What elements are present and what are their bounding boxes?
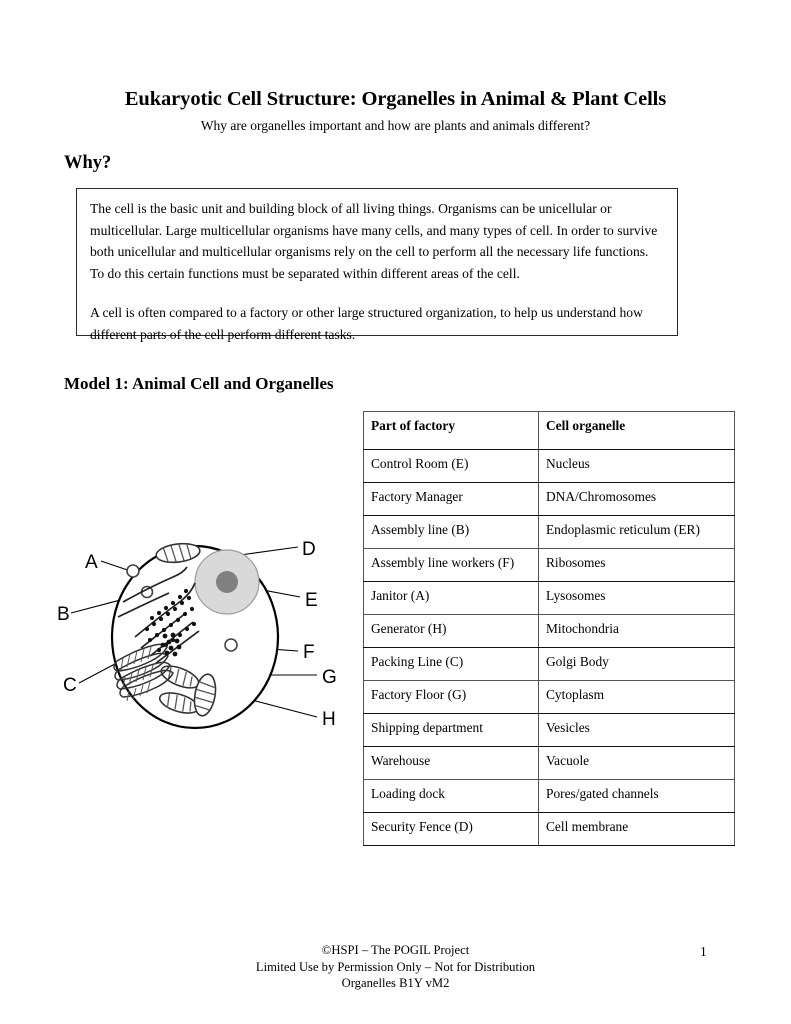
table-row <box>364 582 735 615</box>
leader-line-d <box>240 547 298 555</box>
page-number: 1 <box>700 944 707 959</box>
table-cell-organelle: Endoplasmic reticulum (ER) <box>539 516 735 549</box>
table-row <box>364 549 735 582</box>
diagram-label-a: A <box>85 552 98 573</box>
table-cell-organelle: Cytoplasm <box>539 681 735 714</box>
footer-line-3: Organelles B1Y vM2 <box>341 976 450 990</box>
table-cell-part: Assembly line workers (F) <box>364 549 539 582</box>
table-cell-organelle: Vesicles <box>539 714 735 747</box>
table-row <box>364 747 735 780</box>
table-row <box>364 681 735 714</box>
table-row <box>364 516 735 549</box>
model-1-heading: Model 1: Animal Cell and Organelles <box>64 374 334 393</box>
page-subtitle: Why are organelles important and how are plants and animals different? <box>200 118 591 133</box>
table-row <box>364 648 735 681</box>
table-cell-part: Janitor (A) <box>364 582 539 615</box>
table-row <box>364 615 735 648</box>
table-cell-part: Shipping department <box>364 714 539 747</box>
table-header-part-of-factory: Part of factory <box>364 412 539 450</box>
why-heading: Why? <box>64 153 112 173</box>
table-body <box>364 450 735 846</box>
table-cell-organelle: Vacuole <box>539 747 735 780</box>
why-text-box <box>76 188 678 342</box>
table-row <box>364 714 735 747</box>
animal-cell-diagram <box>55 525 355 740</box>
table-cell-part: Warehouse <box>364 747 539 780</box>
table-row <box>364 813 735 846</box>
table-header-cell-organelle: Cell organelle <box>539 412 735 450</box>
table-cell-organelle: DNA/Chromosomes <box>539 483 735 516</box>
diagram-label-h: H <box>322 709 336 730</box>
footer-line-1: ©HSPI – The POGIL Project <box>321 943 470 957</box>
table-cell-organelle: Nucleus <box>539 450 735 483</box>
table-row <box>364 483 735 516</box>
table-cell-part: Factory Floor (G) <box>364 681 539 714</box>
table-cell-organelle: Golgi Body <box>539 648 735 681</box>
why-paragraph-2: A cell is often compared to a factory or other large structured organization, to help us understand how different parts of the cell perform different tasks. <box>90 305 643 342</box>
vesicle-shape-3 <box>225 639 237 651</box>
footer-line-2: Limited Use by Permission Only – Not for Distribution <box>255 959 536 974</box>
table-cell-part: Generator (H) <box>364 615 539 648</box>
table-cell-part: Packing Line (C) <box>364 648 539 681</box>
table-row <box>364 780 735 813</box>
table-cell-part: Control Room (E) <box>364 450 539 483</box>
diagram-label-b: B <box>57 604 70 625</box>
table-row <box>364 450 735 483</box>
page-title: Eukaryotic Cell Structure: Organelles in Animal & Plant Cells <box>124 88 667 110</box>
table-header-row <box>364 412 735 450</box>
table-cell-organelle: Ribosomes <box>539 549 735 582</box>
nucleolus-shape <box>216 571 238 593</box>
table-cell-organelle: Lysosomes <box>539 582 735 615</box>
diagram-label-e: E <box>305 590 318 611</box>
table-cell-part: Security Fence (D) <box>364 813 539 846</box>
diagram-label-g: G <box>322 667 337 688</box>
table-cell-part: Factory Manager <box>364 483 539 516</box>
diagram-label-c: C <box>63 675 77 696</box>
table-cell-organelle: Pores/gated channels <box>539 780 735 813</box>
table-cell-part: Loading dock <box>364 780 539 813</box>
table-cell-organelle: Cell membrane <box>539 813 735 846</box>
factory-organelle-table <box>363 411 735 846</box>
vesicle-shape-1 <box>127 565 139 577</box>
table-cell-part: Assembly line (B) <box>364 516 539 549</box>
why-paragraph-1: The cell is the basic unit and building block of all living things. Organisms can be unicellular or multicellular. Large multicellular organisms have many cells, and many types of cell. In order to survive both unicellular and multicellular organisms rely on the cell to perform all the necessary life functions. To do this certain functions must be separated within different areas of the cell. <box>90 201 658 281</box>
table-cell-organelle: Mitochondria <box>539 615 735 648</box>
diagram-label-d: D <box>302 539 316 560</box>
page-footer <box>0 942 791 992</box>
diagram-label-f: F <box>303 642 315 663</box>
